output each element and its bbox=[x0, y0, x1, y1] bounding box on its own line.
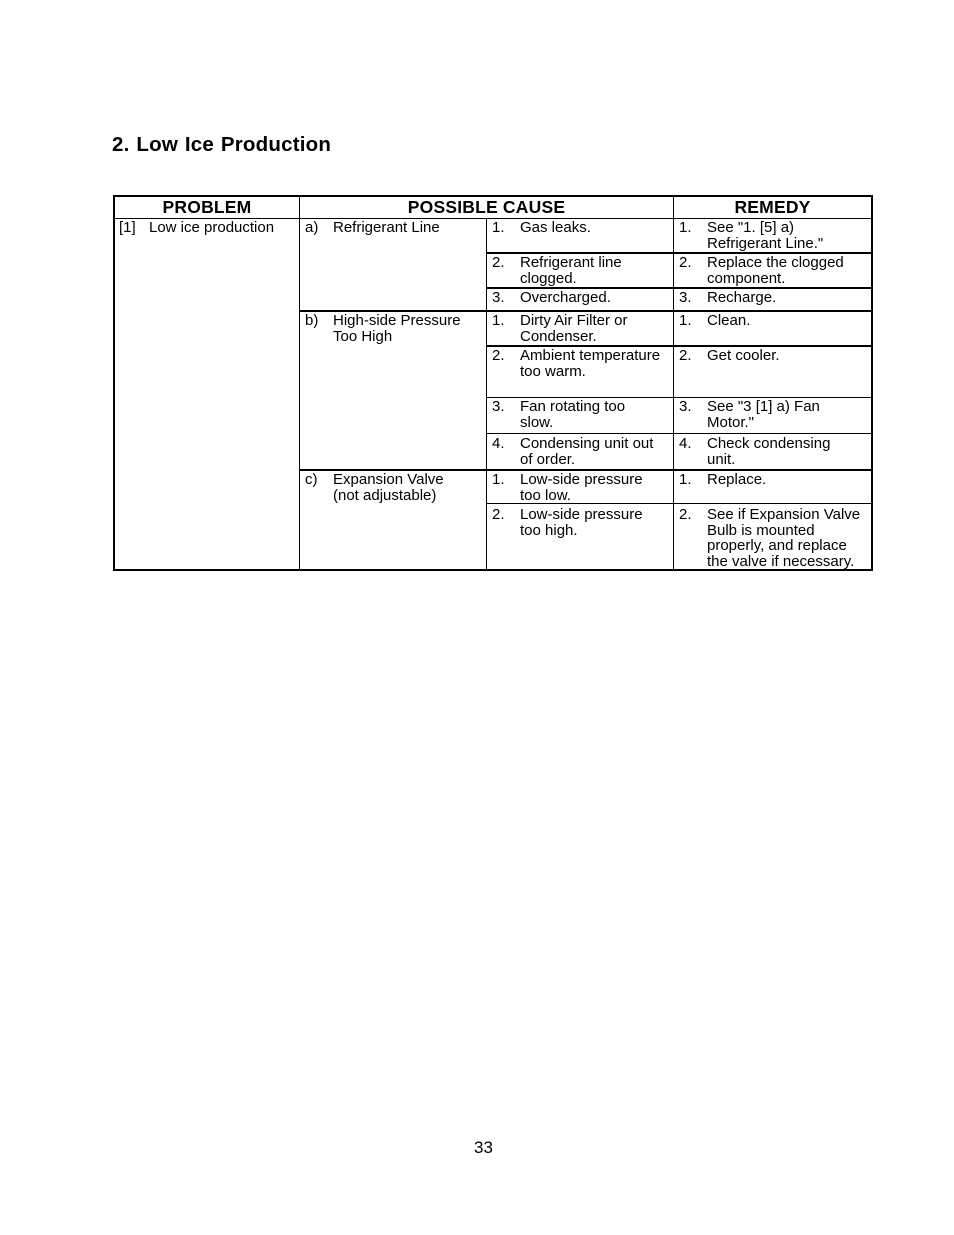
remedy-item-number: 2. bbox=[679, 506, 692, 523]
remedy-item-text: Replace. bbox=[707, 471, 767, 488]
remedy-item-text: Get cooler. bbox=[707, 347, 780, 364]
cause-item-text: Low-side pressure too high. bbox=[520, 506, 643, 539]
page-number: 33 bbox=[474, 1138, 493, 1157]
remedy-item-text: Recharge. bbox=[707, 289, 777, 306]
cause-label: High-side Pressure Too High bbox=[333, 312, 461, 345]
cause-item-number: 4. bbox=[492, 435, 505, 452]
cause-item-number: 2. bbox=[492, 254, 505, 271]
cause-item-text: Low-side pressure too low. bbox=[520, 471, 643, 504]
header-possible-cause: POSSIBLE CAUSE bbox=[407, 197, 566, 217]
cause-letter: a) bbox=[305, 219, 319, 236]
troubleshooting-table bbox=[113, 195, 873, 571]
cause-item-number: 2. bbox=[492, 347, 505, 364]
cause-item-number: 1. bbox=[492, 471, 505, 488]
cause-letter: b) bbox=[305, 312, 319, 329]
cause-item-text: Condensing unit out of order. bbox=[520, 435, 654, 468]
cause-item-number: 1. bbox=[492, 219, 505, 236]
cause-item-number: 1. bbox=[492, 312, 505, 329]
remedy-item-number: 2. bbox=[679, 347, 692, 364]
section-title: 2. Low Ice Production bbox=[112, 133, 332, 156]
cause-item-number: 2. bbox=[492, 506, 505, 523]
cause-label: Refrigerant Line bbox=[333, 219, 440, 236]
table-border-left bbox=[113, 195, 115, 571]
remedy-item-number: 2. bbox=[679, 254, 692, 271]
header-remedy: REMEDY bbox=[734, 197, 811, 217]
remedy-item-text: See if Expansion Valve Bulb is mounted properly, and replace the valve if necessary. bbox=[707, 506, 861, 571]
column-divider bbox=[486, 219, 487, 571]
remedy-item-number: 4. bbox=[679, 435, 692, 452]
cause-label: Expansion Valve (not adjustable) bbox=[333, 471, 444, 504]
cause-item-number: 3. bbox=[492, 289, 505, 306]
header-problem: PROBLEM bbox=[162, 197, 252, 217]
cause-item-text: Dirty Air Filter or Condenser. bbox=[520, 312, 628, 345]
remedy-item-number: 1. bbox=[679, 219, 692, 236]
cause-letter: c) bbox=[305, 471, 318, 488]
problem-text: Low ice production bbox=[149, 219, 275, 236]
remedy-item-text: Replace the clogged component. bbox=[707, 254, 844, 287]
problem-number: [1] bbox=[119, 219, 136, 236]
remedy-item-number: 1. bbox=[679, 312, 692, 329]
remedy-item-text: See "3 [1] a) Fan Motor." bbox=[707, 398, 820, 431]
cause-item-text: Refrigerant line clogged. bbox=[520, 254, 622, 287]
cause-item-text: Overcharged. bbox=[520, 289, 611, 306]
row-divider bbox=[487, 433, 873, 434]
cause-item-text: Gas leaks. bbox=[520, 219, 591, 236]
remedy-item-number: 1. bbox=[679, 471, 692, 488]
cause-item-number: 3. bbox=[492, 398, 505, 415]
remedy-item-text: Check condensing unit. bbox=[707, 435, 831, 468]
cause-item-text: Fan rotating too slow. bbox=[520, 398, 626, 431]
cause-item-text: Ambient temperature too warm. bbox=[520, 347, 661, 380]
remedy-item-number: 3. bbox=[679, 289, 692, 306]
remedy-item-text: Clean. bbox=[707, 312, 751, 329]
remedy-item-number: 3. bbox=[679, 398, 692, 415]
remedy-item-text: See "1. [5] a) Refrigerant Line." bbox=[707, 219, 824, 252]
column-divider bbox=[299, 195, 300, 571]
